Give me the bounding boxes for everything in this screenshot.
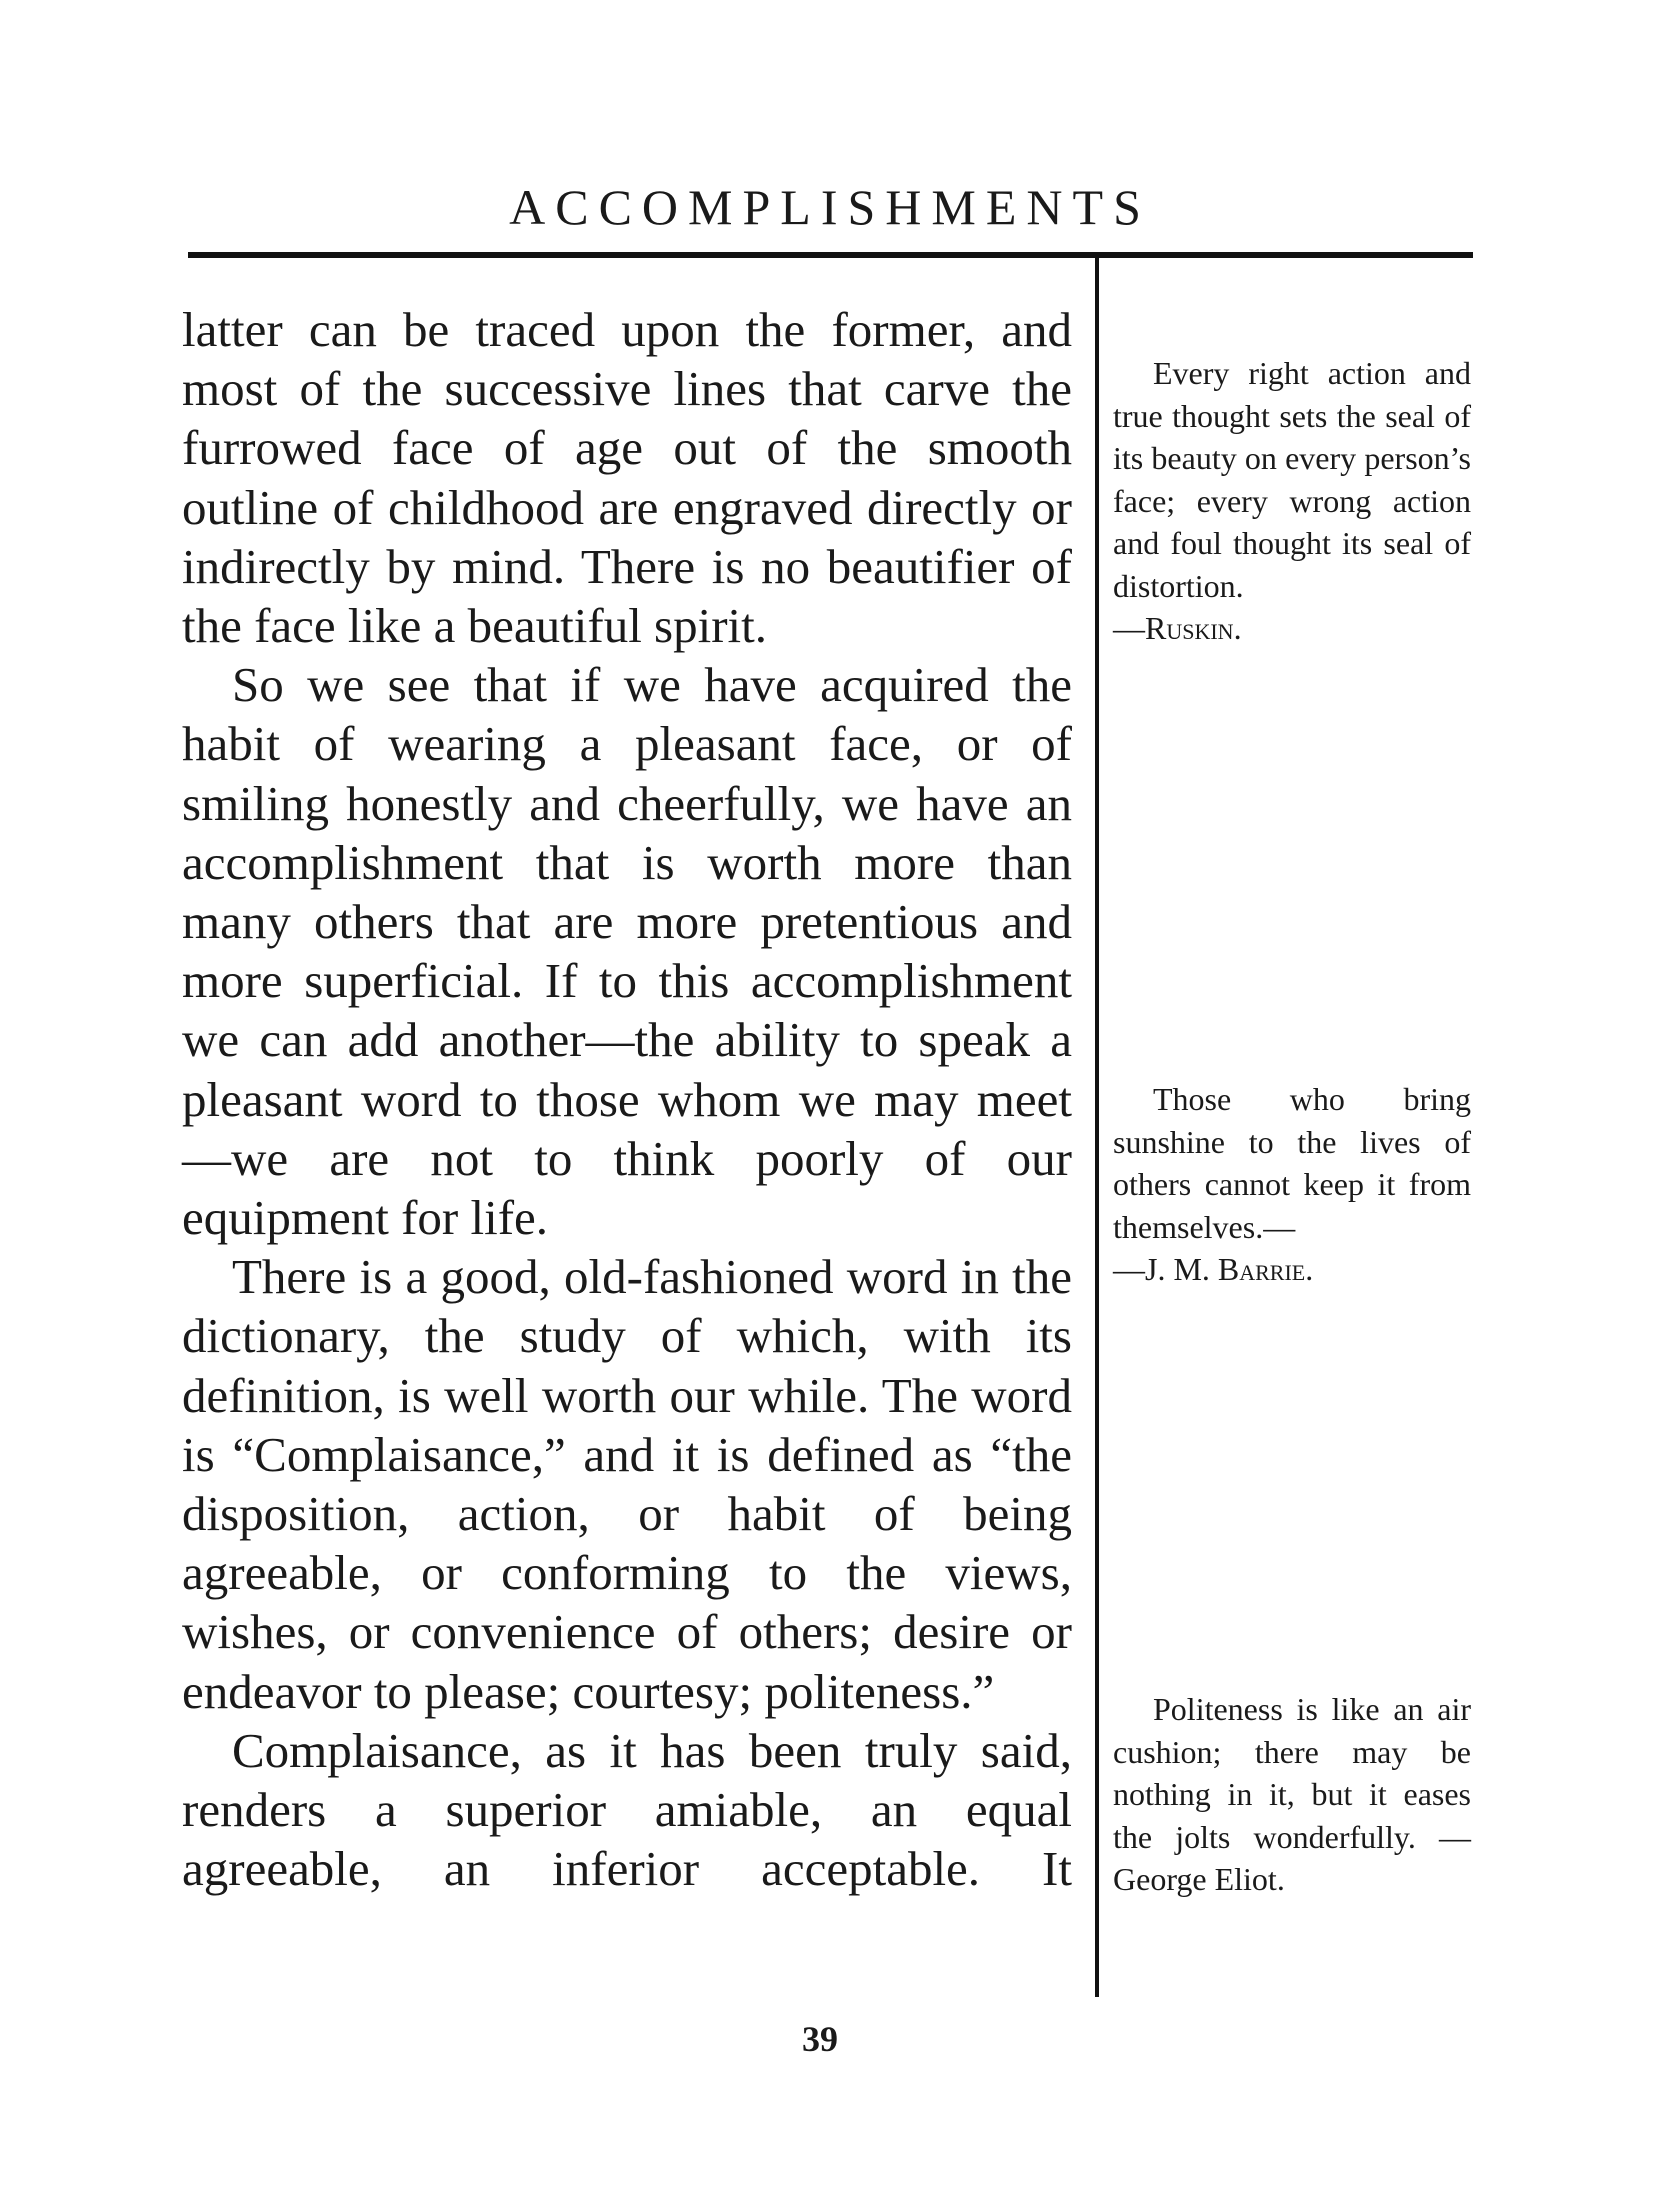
quote-attribution: —Ruskin. (1113, 610, 1242, 646)
header-rule (188, 252, 1473, 258)
sidebar-quote-barrie (1113, 1078, 1471, 1291)
column-divider (1095, 252, 1099, 1997)
quote-text: Those who bring sunshine to the lives of others cannot keep it from themselves.— (1113, 1081, 1471, 1245)
paragraph-3: There is a good, old-fashioned word in the dictionary, the study of which, with its definition, is well worth our while. The word is “Complaisance,” and it is defined as “the disposition, action, or habit of being agreeable, or conforming to the views, wishes, or convenience of others; desire or endeavor to please; courtesy; politeness.” (182, 1249, 1072, 1719)
quote-text: Politeness is like an air cushion; there may be nothing in it, but it eases the jolts wonderfully. — George Eliot. (1113, 1691, 1471, 1897)
paragraph-1: latter can be traced upon the former, and most of the successive lines that carve the furrowed face of age out of the smooth outline of childhood are engraved directly or indirectly by mind. There is no beautifier of the face like a beautiful spirit. (182, 302, 1072, 654)
running-head: ACCOMPLISHMENTS (509, 179, 1151, 235)
paragraph-4: Complaisance, as it has been truly said, renders a superior amiable, an equal agreeable, an inferior acceptable. It (182, 1722, 1072, 1897)
quote-text: Every right action and true thought sets the seal of its beauty on every person’s face; every wrong action and foul thought its seal of distortion. (1113, 355, 1471, 604)
quote-attribution: —J. M. Barrie. (1113, 1251, 1314, 1287)
main-text-column (182, 300, 1072, 1898)
sidebar-quote-eliot (1113, 1688, 1471, 1901)
page-number: 39 (802, 2019, 838, 2059)
paragraph-2: So we see that if we have acquired the habit of wearing a pleasant face, or of smiling honestly and cheerfully, we have an accomplishment that is worth more than many others that are more pretentious and more superficial. If to this accomplishment we can add another—the ability to speak a pleasant word to those whom we may meet—we are not to think poorly of our equipment for life. (182, 657, 1072, 1246)
sidebar-quote-ruskin (1113, 352, 1471, 650)
